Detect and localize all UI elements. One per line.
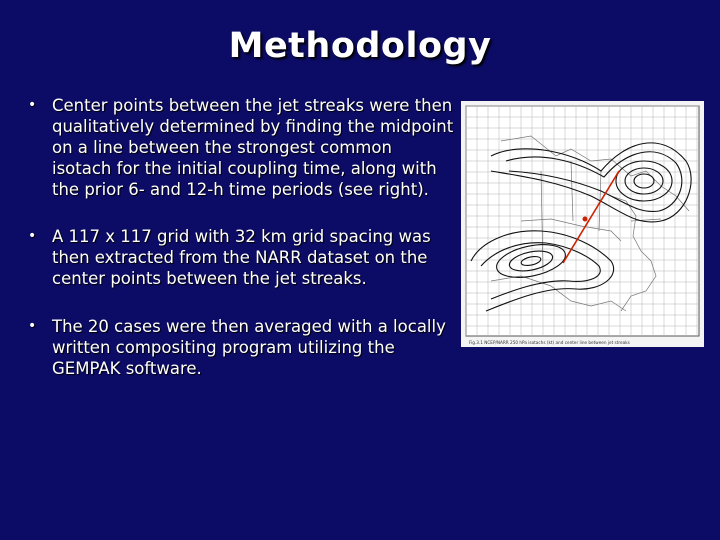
bullet-text: The 20 cases were then averaged with a locally written compositing program utilizing the GEMPAK software. bbox=[52, 317, 446, 378]
bullet-dot-icon: • bbox=[28, 318, 37, 334]
jet-streak-map-figure bbox=[461, 101, 704, 347]
bullet-dot-icon: • bbox=[28, 228, 37, 244]
bullet-list bbox=[26, 95, 454, 379]
bullet-item bbox=[26, 226, 454, 289]
bullet-item bbox=[26, 316, 454, 379]
bullet-text: A 117 x 117 grid with 32 km grid spacing was then extracted from the NARR dataset on the center points between the jet streaks. bbox=[52, 227, 431, 288]
center-point-marker bbox=[583, 217, 588, 222]
bullet-item bbox=[26, 95, 454, 200]
figure-caption: Fig.3.1 NCEP/NARR 250 hPa isotachs (kt) and center line between jet streaks bbox=[469, 340, 630, 345]
bullet-dot-icon: • bbox=[28, 97, 37, 113]
slide-title: Methodology bbox=[228, 26, 492, 66]
map-svg bbox=[461, 101, 704, 347]
bullet-text: Center points between the jet streaks were then qualitatively determined by finding the midpoint on a line between the strongest common isotach for the initial coupling time, along with the prior 6- and 12-h time periods (see right). bbox=[52, 96, 454, 199]
